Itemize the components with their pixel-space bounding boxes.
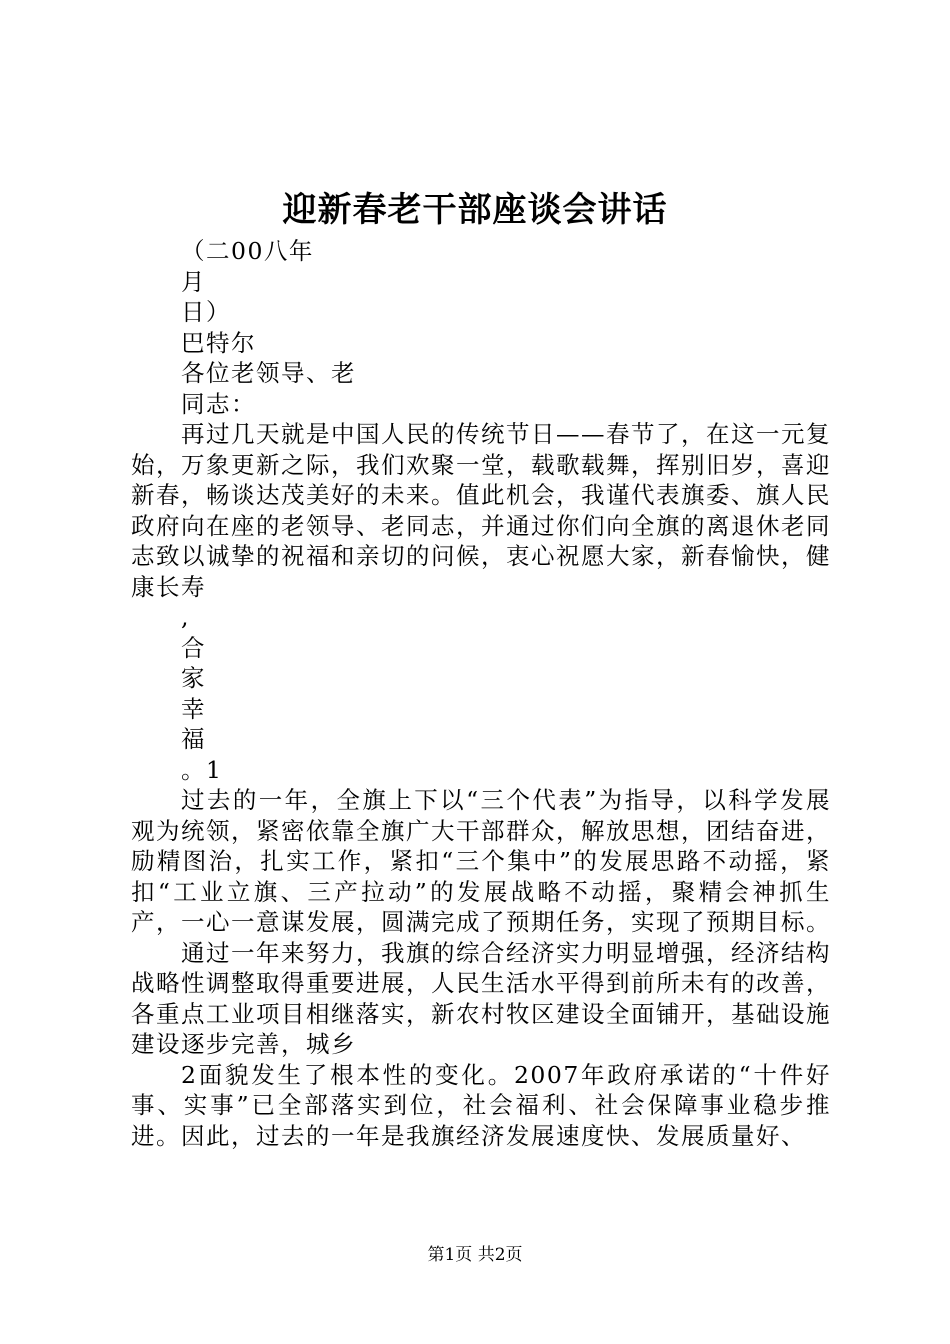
salutation-line-1: 各位老领导、老 — [181, 359, 356, 387]
page-footer: 第1页 共2页 — [427, 1245, 523, 1265]
vertical-line: , — [181, 603, 190, 631]
paragraph-changes: 2面貌发生了根本性的变化。2007年政府承诺的“十件好事、实事”已全部落实到位，社会福利、社会保障事业稳步推进。因此，过去的一年是我旗经济发展速度快、发展质量好、 — [131, 1060, 831, 1150]
vertical-line: 幸 — [181, 694, 206, 723]
paragraph-greeting: 再过几天就是中国人民的传统节日——春节了，在这一元复始，万象更新之际，我们欢聚一堂，载歌载舞，挥别旧岁，喜迎新春，畅谈达茂美好的未来。值此机会，我谨代表旗委、旗人民政府向在座的老领导、老同志，并通过你们向全旗的离退休老同志致以诚挚的祝福和亲切的问候，衷心祝愿大家，新春愉快，健康长寿 — [131, 420, 831, 601]
paragraph-achievements: 通过一年来努力，我旗的综合经济实力明显增强，经济结构战略性调整取得重要进展，人民生活水平得到前所未有的改善，各重点工业项目相继落实，新农村牧区建设全面铺开，基础设施建设逐步完善，城乡 — [131, 938, 831, 1058]
vertical-line: 福 — [181, 725, 206, 753]
date-line-2: 月 — [181, 267, 206, 296]
salutation-line-2: 同志： — [181, 389, 256, 418]
date-line-3: 日） — [181, 298, 231, 326]
speaker-name: 巴特尔 — [181, 328, 256, 357]
vertical-line: 。1 — [181, 755, 223, 784]
document-title: 迎新春老干部座谈会讲话 — [282, 190, 668, 230]
vertical-line: 家 — [181, 664, 206, 692]
paragraph-past-year: 过去的一年，全旗上下以“三个代表”为指导，以科学发展观为统领，紧密依靠全旗广大干部群众，解放思想，团结奋进，励精图治，扎实工作，紧扣“三个集中”的发展思路不动摇，紧扣“工业立旗、三产拉动”的发展战略不动摇，聚精会神抓生产，一心一意谋发展，圆满完成了预期任务，实现了预期目标。 — [131, 786, 831, 936]
vertical-line: 合 — [181, 633, 206, 662]
document-body — [131, 236, 831, 1151]
date-line-1: （二00八年 — [181, 237, 314, 265]
